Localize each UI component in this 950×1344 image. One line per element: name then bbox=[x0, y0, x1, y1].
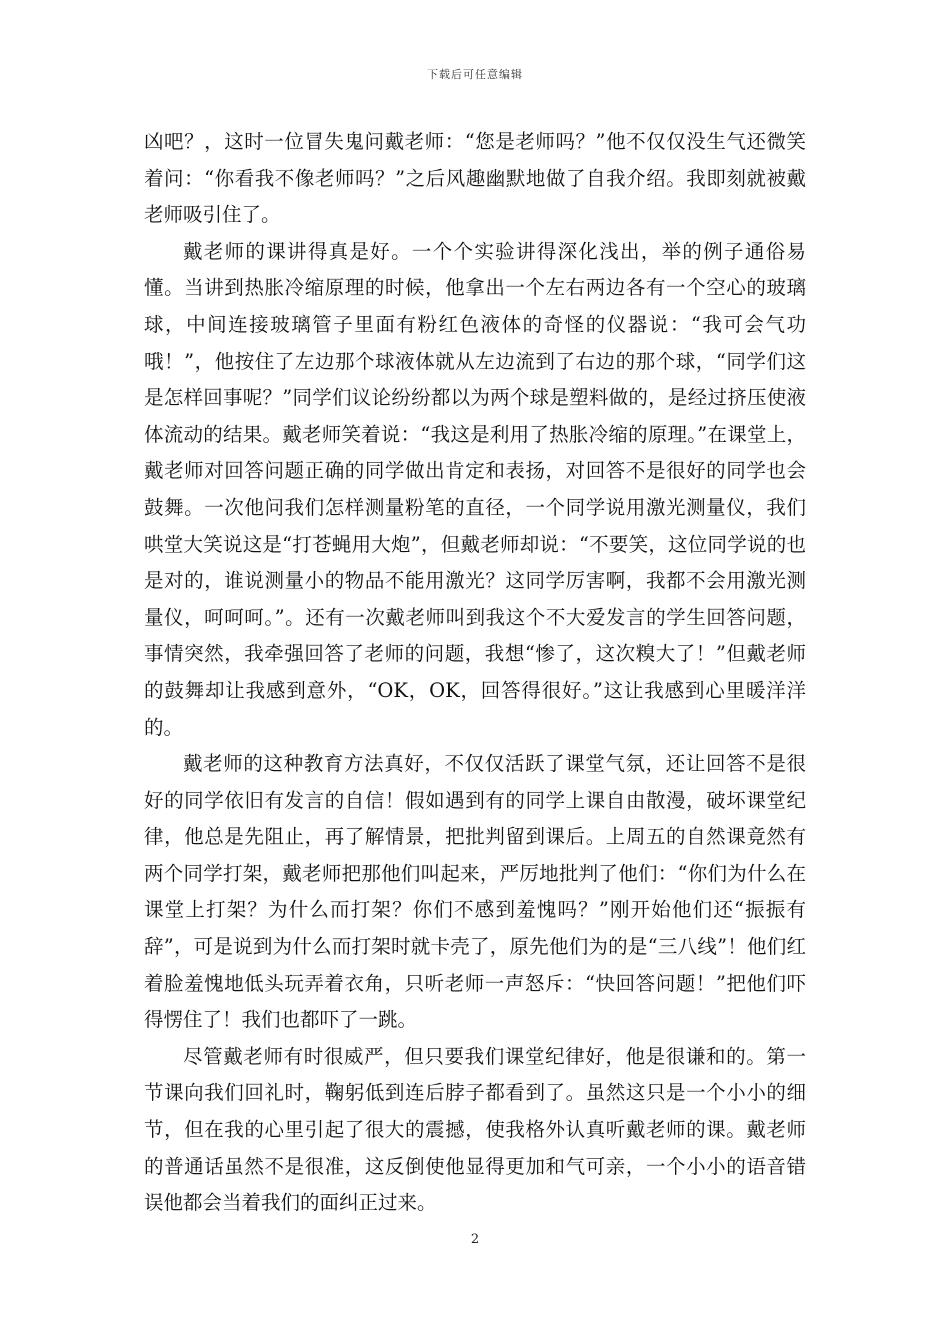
page-number: 2 bbox=[470, 1232, 480, 1247]
paragraph-4: 尽管戴老师有时很威严，但只要我们课堂纪律好，他是很谦和的。第一节课向我们回礼时，鞠躬低到连后脖子都看到了。虽然这只是一个小小的细节，但在我的心里引起了很大的震撼，使我格外认真听戴老师的课。戴老师的普通话虽然不是很准，这反倒使他显得更加和气可亲，一个小小的语音错误他都会当着我们的面纠正过来。 bbox=[144, 1044, 806, 1215]
document-body bbox=[144, 124, 806, 1222]
paragraph-2: 戴老师的课讲得真是好。一个个实验讲得深化浅出，举的例子通俗易懂。当讲到热胀冷缩原理的时候，他拿出一个左右两边各有一个空心的玻璃球，中间连接玻璃管子里面有粉红色液体的奇怪的仪器说：“我可会气功哦！”，他按住了左边那个球液体就从左边流到了右边的那个球，“同学们这是怎样回事呢？”同学们议论纷纷都以为两个球是塑料做的，是经过挤压使液体流动的结果。戴老师笑着说：“我这是利用了热胀冷缩的原理。”在课堂上，戴老师对回答问题正确的同学做出肯定和表扬，对回答不是很好的同学也会鼓舞。一次他问我们怎样测量粉笔的直径，一个同学说用激光测量仪，我们哄堂大笑说这是“打苍蝇用大炮”，但戴老师却说：“不要笑，这位同学说的也是对的，谁说测量小的物品不能用激光？这同学厉害啊，我都不会用激光测量仪，呵呵呵。”。还有一次戴老师叫到我这个不大爱发言的学生回答问题，事情突然，我牵强回答了老师的问题，我想“惨了，这次糗大了！”但戴老师的鼓舞却让我感到意外，“OK，OK，回答得很好。”这让我感到心里暖洋洋的。 bbox=[144, 239, 806, 739]
page-header: 下载后可任意编辑 bbox=[427, 68, 523, 81]
paragraph-1: 凶吧？，这时一位冒失鬼问戴老师：“您是老师吗？”他不仅仅没生气还微笑着问：“你看我不像老师吗？”之后风趣幽默地做了自我介绍。我即刻就被戴老师吸引住了。 bbox=[144, 130, 806, 227]
paragraph-3: 戴老师的这种教育方法真好，不仅仅活跃了课堂气氛，还让回答不是很好的同学依旧有发言的自信！假如遇到有的同学上课自由散漫，破坏课堂纪律，他总是先阻止，再了解情景，把批判留到课后。上周五的自然课竟然有两个同学打架，戴老师把那他们叫起来，严厉地批判了他们：“你们为什么在课堂上打架？为什么而打架？你们不感到羞愧吗？”刚开始他们还“振振有辞”，可是说到为什么而打架时就卡壳了，原先他们为的是“三八线”！他们红着脸羞愧地低头玩弄着衣角，只听老师一声怒斥：“快回答问题！”把他们吓得愣住了！我们也都吓了一跳。 bbox=[144, 752, 806, 1032]
